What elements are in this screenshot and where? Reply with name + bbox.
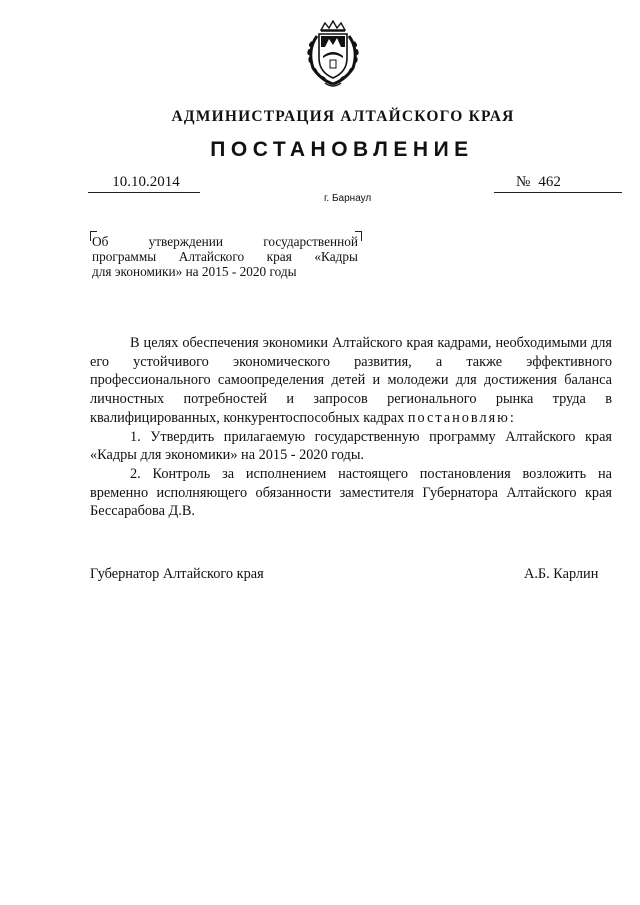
- document-body: [90, 334, 612, 521]
- date-underline: [88, 192, 200, 193]
- document-number-line: [494, 174, 622, 191]
- subject-block: [90, 231, 362, 281]
- date-field: [88, 174, 200, 193]
- number-sign: №: [516, 174, 531, 190]
- number-field: [494, 174, 622, 193]
- city-name: г. Барнаул: [324, 193, 372, 204]
- subject-line: Об утверждении государственной: [92, 234, 358, 249]
- document-number: 462: [538, 174, 561, 190]
- subject-text: [92, 234, 358, 279]
- document-type-title: ПОСТАНОВЛЕНИЕ: [210, 138, 474, 161]
- body-paragraph-intro: [90, 334, 612, 428]
- signatory-title: Губернатор Алтайского края: [90, 566, 264, 582]
- subject-line: для экономики» на 2015 - 2020 годы: [92, 264, 297, 279]
- decree-word: постановляю:: [407, 409, 516, 426]
- signatory-name: А.Б. Карлин: [524, 566, 599, 582]
- subject-line: программы Алтайского края «Кадры: [92, 249, 358, 264]
- number-underline: [494, 192, 622, 193]
- intro-text: В целях обеспечения экономики Алтайского края кадрами, необходимыми для его устойчивого экономического развития, а также эффективного профессионального самоопределения детей и молодежи для достижения баланса личностных потребностей и запросов регионального рынка труда в квалифицированных, конкурентоспособных кадрах: [90, 335, 612, 426]
- body-item-2: 2. Контроль за исполнением настоящего постановления возложить на временно исполняющего обязанности заместителя Губернатора Алтайского края Бессарабова Д.В.: [90, 465, 612, 520]
- body-item-1: 1. Утвердить прилагаемую государственную программу Алтайского края «Кадры для экономики» на 2015 - 2020 годы.: [90, 428, 612, 464]
- document-date: 10.10.2014: [112, 174, 180, 190]
- organization-title: АДМИНИСТРАЦИЯ АЛТАЙСКОГО КРАЯ: [171, 108, 515, 125]
- altai-krai-coat-of-arms-icon: [301, 20, 365, 90]
